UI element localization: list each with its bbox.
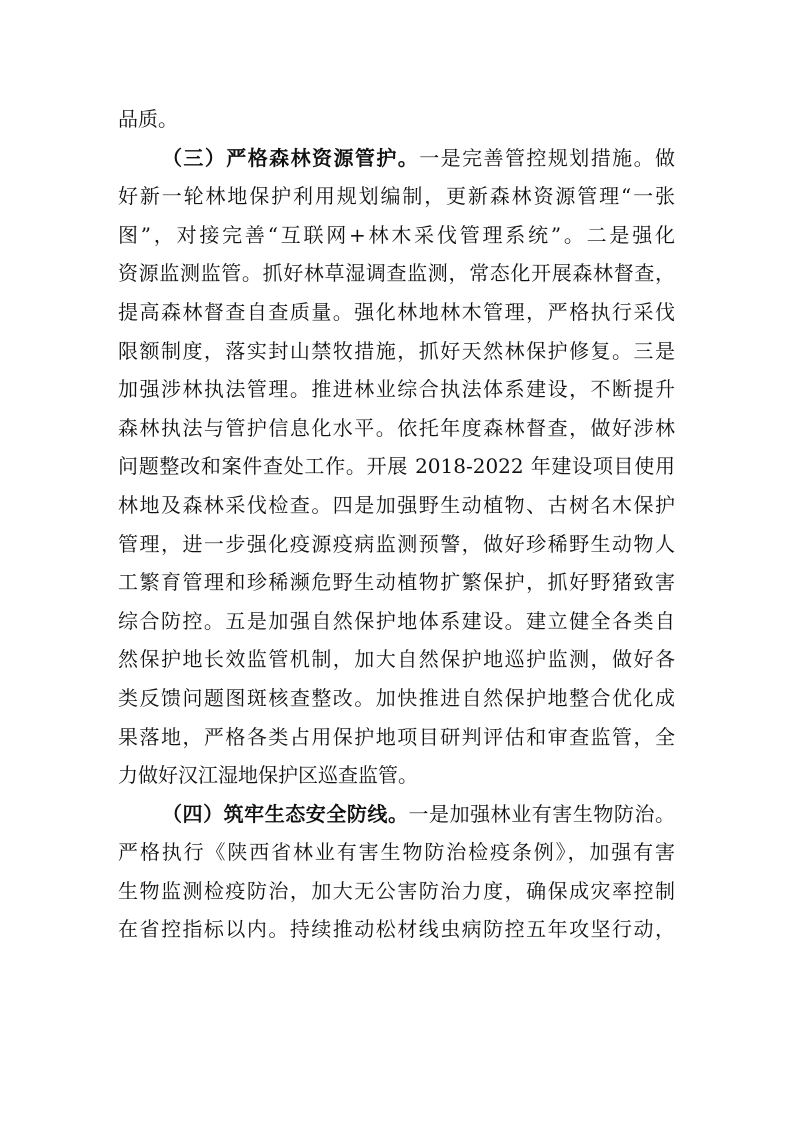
text-line: [118, 640, 675, 679]
text-line-content: 然保护地长效监管机制，加大自然保护地巡护监测，做好各: [118, 647, 675, 672]
text-line: [118, 370, 675, 409]
text-line-content: 问题整改和案件查处工作。开展 2018-2022 年建设项目使用: [118, 454, 675, 479]
text-line-content: 综合防控。五是加强自然保护地体系建设。建立健全各类自: [118, 608, 675, 633]
text-line: [118, 100, 675, 139]
text-line-content: 品质。: [118, 107, 178, 131]
text-line-content: 限额制度，落实封山禁牧措施，抓好天然林保护修复。三是: [118, 338, 675, 363]
section-heading: （四）筑牢生态安全防线。: [162, 801, 409, 826]
text-line-content: 林地及森林采伐检查。四是加强野生动植物、古树名木保护: [118, 492, 675, 517]
text-line-content: 好新一轮林地保护利用规划编制，更新森林资源管理“一张: [118, 184, 675, 209]
text-line: [118, 872, 675, 911]
text-line-content: 类反馈问题图斑核查整改。加快推进自然保护地整合优化成: [118, 685, 675, 710]
text-line: [118, 293, 675, 332]
text-line: [118, 833, 675, 872]
text-line: [118, 756, 675, 795]
section-heading: （三）严格森林资源管护。: [162, 145, 420, 170]
text-line-content: 图”，对接完善“互联网+林木采伐管理系统”。二是强化: [118, 222, 675, 247]
text-line-content: 工繁育管理和珍稀濒危野生动植物扩繁保护，抓好野猪致害: [118, 570, 675, 595]
text-line-content: 森林执法与管护信息化水平。依托年度森林督查，做好涉林: [118, 415, 675, 440]
section-heading-line: [118, 795, 675, 834]
text-line-content: 生物监测检疫防治，加大无公害防治力度，确保成灾率控制: [118, 878, 675, 903]
text-line-content: 力做好汉江湿地保护区巡查监管。: [118, 763, 418, 788]
body-text: [118, 100, 675, 949]
text-line-content: 一是完善管控规划措施。做: [419, 145, 676, 170]
text-line: [118, 409, 675, 448]
text-line: [118, 602, 675, 641]
text-line-content: 一是加强林业有害生物防治。: [408, 801, 675, 826]
text-line: [118, 177, 675, 216]
text-line-content: 在省控指标以内。持续推动松材线虫病防控五年攻坚行动，: [118, 917, 675, 942]
text-line-content: 提高森林督查自查质量。强化林地林木管理，严格执行采伐: [118, 299, 675, 324]
text-line: [118, 910, 675, 949]
text-line-content: 果落地，严格各类占用保护地项目研判评估和审查监管，全: [118, 724, 675, 749]
text-line: [118, 563, 675, 602]
text-line: [118, 679, 675, 718]
text-line-content: 资源监测监管。抓好林草湿调查监测，常态化开展森林督查，: [118, 261, 675, 286]
text-line-content: 加强涉林执法管理。推进林业综合执法体系建设，不断提升: [118, 377, 675, 402]
text-line: [118, 525, 675, 564]
text-line-content: 严格执行《陕西省林业有害生物防治检疫条例》，加强有害: [118, 840, 675, 865]
text-line-content: 管理，进一步强化疫源疫病监测预警，做好珍稀野生动物人: [118, 531, 675, 556]
text-line: [118, 254, 675, 293]
text-line: [118, 447, 675, 486]
text-line: [118, 718, 675, 757]
text-line: [118, 486, 675, 525]
text-line: [118, 216, 675, 255]
section-heading-line: [118, 139, 675, 178]
text-line: [118, 332, 675, 371]
